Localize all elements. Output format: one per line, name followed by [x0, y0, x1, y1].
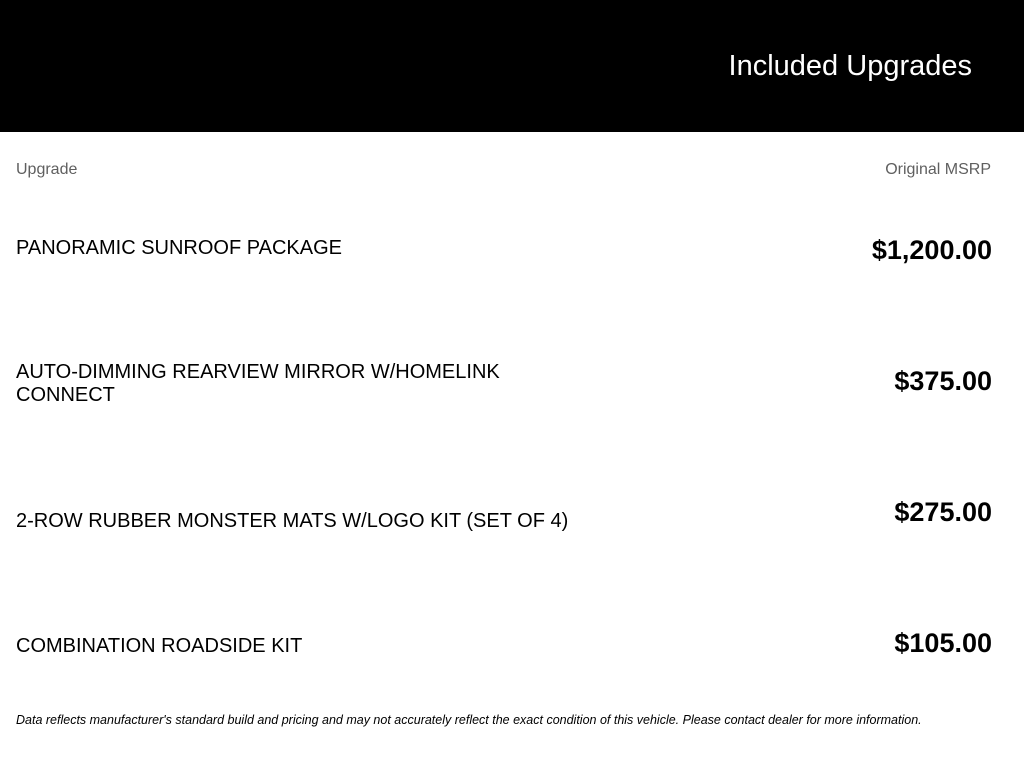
upgrade-name: COMBINATION ROADSIDE KIT [16, 635, 303, 657]
upgrade-name: PANORAMIC SUNROOF PACKAGE [16, 237, 342, 259]
column-header-original-msrp: Original MSRP [885, 161, 991, 178]
upgrade-price: $1,200.00 [871, 235, 992, 265]
upgrade-price: $275.00 [894, 497, 992, 527]
column-header-upgrade: Upgrade [16, 161, 78, 178]
upgrade-name: 2-ROW RUBBER MONSTER MATS W/LOGO KIT (SET OF 4) [16, 510, 569, 532]
upgrade-price: $105.00 [894, 628, 992, 658]
header-bar [0, 0, 1024, 132]
disclaimer-text: Data reflects manufacturer's standard build and pricing and may not accurately reflect the exact condition of this vehicle. Please contact dealer for more information. [16, 713, 922, 727]
page-title: Included Upgrades [728, 50, 972, 82]
upgrade-price: $375.00 [894, 366, 992, 396]
upgrade-name: AUTO-DIMMING REARVIEW MIRROR W/HOMELINK CONNECT [16, 361, 500, 406]
